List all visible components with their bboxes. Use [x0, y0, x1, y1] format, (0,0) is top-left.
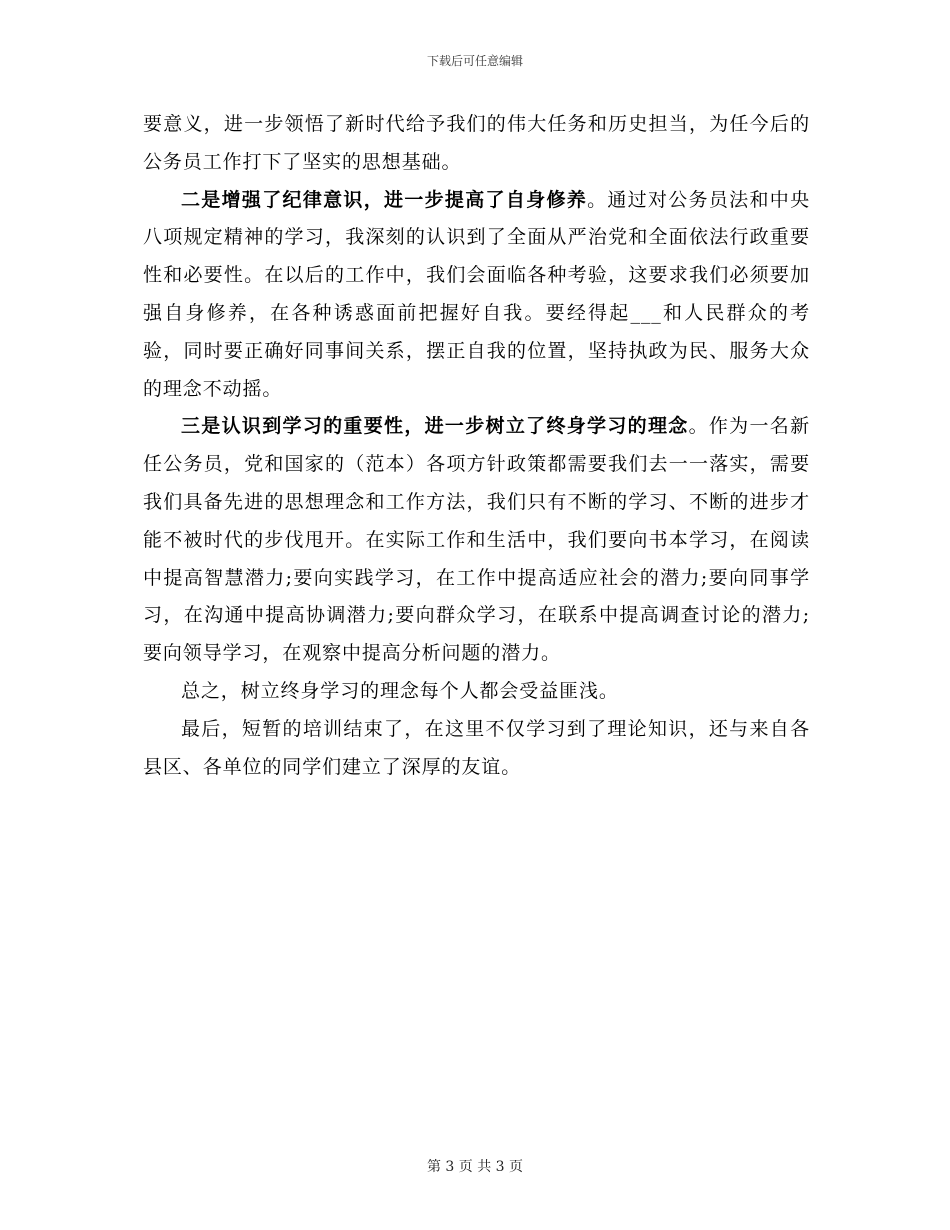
paragraph-closing — [143, 711, 810, 787]
paragraph-heading: 二是增强了纪律意识，进一步提高了自身修养 — [181, 188, 588, 211]
paragraph-learning — [143, 408, 810, 673]
document-body — [143, 106, 810, 786]
paragraph-text: 。作为一名新任公务员，党和国家的（范本）各项方针政策都需要我们去一一落实，需要我们具备先进的思想理念和工作方法，我们只有不断的学习、不断的进步才能不被时代的步伐甩开。在实际工作和生活中，我们要向书本学习，在阅读中提高智慧潜力;要向实践学习，在工作中提高适应社会的潜力;要向同事学习，在沟通中提高协调潜力;要向群众学习，在联系中提高调查讨论的潜力;要向领导学习，在观察中提高分析问题的潜力。 — [143, 415, 810, 665]
page-header — [0, 52, 950, 69]
header-note: 下载后可任意编辑 — [426, 54, 523, 68]
paragraph-summary — [143, 673, 810, 711]
paragraph-text: 要意义，进一步领悟了新时代给予我们的伟大任务和历史担当，为任今后的公务员工作打下了坚实的思想基础。 — [143, 113, 810, 173]
paragraph-text: 总之，树立终身学习的理念每个人都会受益匪浅。 — [181, 679, 619, 702]
paragraph-heading: 三是认识到学习的重要性，进一步树立了终身学习的理念 — [181, 415, 689, 438]
paragraph-text: 最后，短暂的培训结束了，在这里不仅学习到了理论知识，还与来自各县区、各单位的同学们建立了深厚的友谊。 — [143, 717, 810, 778]
paragraph-continuation — [143, 106, 810, 182]
page-number: 第 3 页 共 3 页 — [426, 1159, 524, 1175]
paragraph-text: 。通过对公务员法和中央八项规定精神的学习，我深刻的认识到了全面从严治党和全面依法行政重要性和必要性。在以后的工作中，我们会面临各种考验，这要求我们必须要加强自身修养，在各种诱惑面前把握好自我。要经得起___和人民群众的考验，同时要正确好同事间关系，摆正自我的位置，坚持执政为民、服务大众的理念不动摇。 — [143, 188, 810, 400]
page-footer — [0, 1156, 950, 1176]
paragraph-discipline — [143, 182, 810, 409]
